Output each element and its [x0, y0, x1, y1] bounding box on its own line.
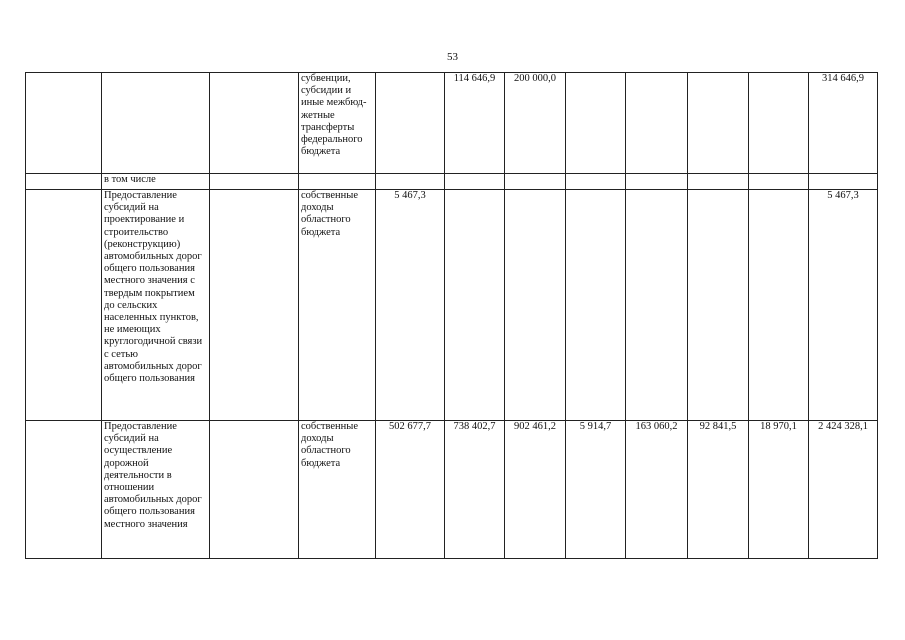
measure-name-cell: Предоставление субсидий на проектирование и строительство (реконструкцию) автомобильных дорог общего пользования местного значения с твердым покрытием до сельских населенных пунктов, не имеющих круглогодичной связи с сетью автомобильных дорог общего пользования — [102, 190, 210, 421]
budget-table — [25, 72, 878, 559]
value-cell — [505, 190, 566, 421]
measure-name-cell — [102, 73, 210, 174]
table-row — [26, 73, 878, 174]
table-row — [26, 174, 878, 190]
total-cell: 2 424 328,1 — [809, 421, 878, 559]
value-cell — [749, 190, 809, 421]
funding-source-cell — [299, 174, 376, 190]
value-cell — [688, 190, 749, 421]
value-cell: 114 646,9 — [445, 73, 505, 174]
total-cell: 5 467,3 — [809, 190, 878, 421]
value-cell: 200 000,0 — [505, 73, 566, 174]
executor-cell — [210, 421, 299, 559]
value-cell — [626, 190, 688, 421]
value-cell: 5 914,7 — [566, 421, 626, 559]
value-cell — [688, 174, 749, 190]
value-cell: 92 841,5 — [688, 421, 749, 559]
table-row — [26, 421, 878, 559]
measure-name-cell: в том числе — [102, 174, 210, 190]
funding-source-cell: собственные доходы областного бюджета — [299, 421, 376, 559]
number-cell — [26, 73, 102, 174]
value-cell — [376, 174, 445, 190]
page-number: 53 — [447, 51, 458, 63]
value-cell — [376, 73, 445, 174]
value-cell — [749, 73, 809, 174]
number-cell — [26, 190, 102, 421]
value-cell: 902 461,2 — [505, 421, 566, 559]
total-cell: 314 646,9 — [809, 73, 878, 174]
executor-cell — [210, 174, 299, 190]
value-cell — [445, 174, 505, 190]
value-cell: 5 467,3 — [376, 190, 445, 421]
funding-source-cell: субвенции, субсидии и иные межбюд-жетные трансферты федерального бюджета — [299, 73, 376, 174]
total-cell — [809, 174, 878, 190]
value-cell — [505, 174, 566, 190]
funding-source-cell: собственные доходы областного бюджета — [299, 190, 376, 421]
value-cell: 738 402,7 — [445, 421, 505, 559]
table-row — [26, 190, 878, 421]
value-cell: 18 970,1 — [749, 421, 809, 559]
executor-cell — [210, 73, 299, 174]
value-cell — [626, 73, 688, 174]
value-cell — [566, 73, 626, 174]
executor-cell — [210, 190, 299, 421]
value-cell — [626, 174, 688, 190]
measure-name-cell: Предоставление субсидий на осуществление дорожной деятельности в отношении автомобильных дорог общего пользования местного значения — [102, 421, 210, 559]
value-cell — [749, 174, 809, 190]
value-cell — [445, 190, 505, 421]
value-cell: 163 060,2 — [626, 421, 688, 559]
value-cell: 502 677,7 — [376, 421, 445, 559]
number-cell — [26, 174, 102, 190]
value-cell — [566, 190, 626, 421]
value-cell — [688, 73, 749, 174]
value-cell — [566, 174, 626, 190]
number-cell — [26, 421, 102, 559]
